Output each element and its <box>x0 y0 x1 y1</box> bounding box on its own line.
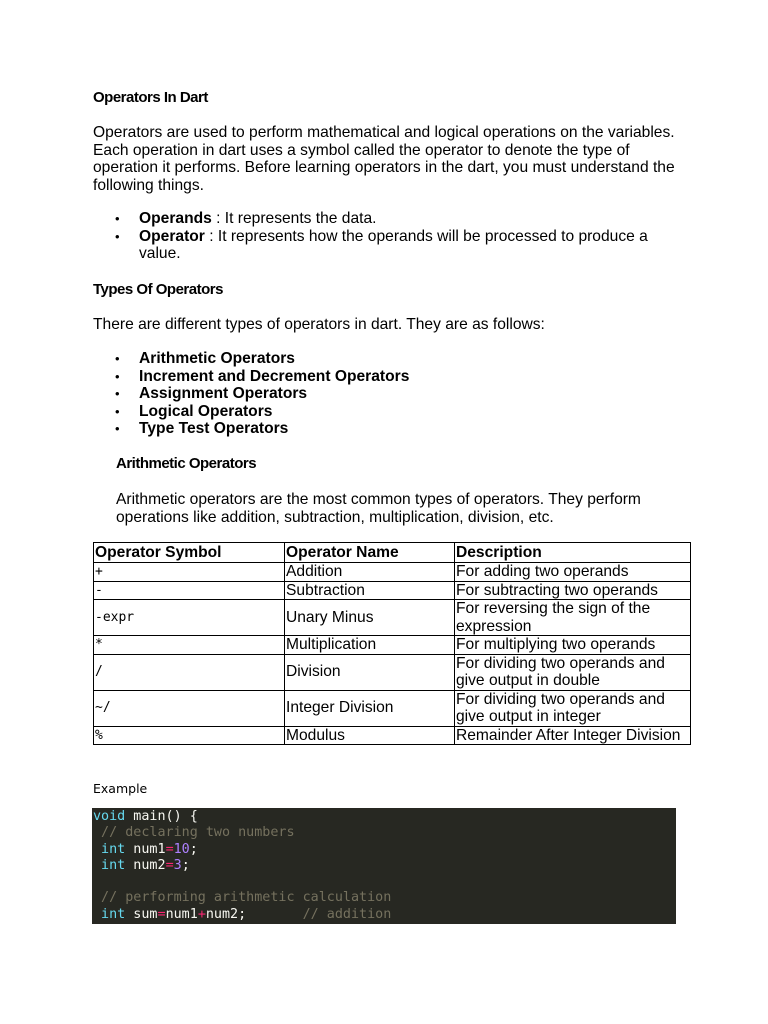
operator-description: For multiplying two operands <box>455 636 691 655</box>
code-comment: // declaring two numbers <box>93 825 295 841</box>
code-number: 10 <box>173 841 190 857</box>
definition-text: : It represents how the operands will be processed to produce a value. <box>139 227 648 262</box>
code-comment: // addition <box>302 906 392 922</box>
operator-name: Multiplication <box>285 636 455 655</box>
definition-text: : It represents the data. <box>211 210 377 227</box>
code-operator: + <box>197 906 206 922</box>
list-item <box>93 228 679 263</box>
code-text: sum <box>125 906 158 922</box>
code-line-blank <box>92 874 676 890</box>
list-item <box>93 368 679 386</box>
operator-symbol: / <box>94 654 285 690</box>
operator-description: For subtracting two operands <box>455 581 691 600</box>
operator-description: For adding two operands <box>455 563 691 582</box>
table-row <box>94 636 691 655</box>
code-text: num2 <box>125 857 166 873</box>
code-keyword: int <box>93 857 126 873</box>
code-operator: = <box>157 906 166 922</box>
column-header: Operator Symbol <box>94 543 285 563</box>
code-keyword: int <box>93 841 126 857</box>
heading-types-of-operators: Types Of Operators <box>93 281 223 298</box>
operator-description: For dividing two operands and give output in integer <box>455 690 691 726</box>
code-number: 3 <box>173 857 182 873</box>
list-item <box>93 210 679 228</box>
types-intro-paragraph: There are different types of operators in dart. They are as follows: <box>93 316 545 333</box>
operator-type-label: Assignment Operators <box>139 385 308 402</box>
code-line <box>92 809 676 825</box>
term-operands: Operands <box>139 210 212 227</box>
code-comment: // performing arithmetic calculation <box>93 890 392 906</box>
table-row <box>94 690 691 726</box>
operator-name: Integer Division <box>285 690 455 726</box>
code-line <box>92 858 676 874</box>
table-row <box>94 654 691 690</box>
operator-type-label: Increment and Decrement Operators <box>139 367 410 385</box>
operator-description: For dividing two operands and give output in double <box>455 654 691 690</box>
list-item <box>93 403 679 421</box>
operator-description: For reversing the sign of the expression <box>455 600 691 636</box>
code-text: num1 <box>125 841 166 857</box>
intro-paragraph: Operators are used to perform mathematical and logical operations on the variables. Each operation in dart uses a symbol called the operator to denote the type of operation it performs. Before learning operators in the dart, you must understand the following things. <box>93 124 675 194</box>
column-header: Operator Name <box>285 543 455 563</box>
operator-symbol: - <box>94 581 285 600</box>
operator-symbol: + <box>94 563 285 582</box>
operator-type-label: Type Test Operators <box>139 420 289 437</box>
table-row <box>94 581 691 600</box>
table-row <box>94 600 691 636</box>
operator-symbol: * <box>94 636 285 655</box>
code-spacing <box>246 907 302 922</box>
operator-name: Modulus <box>285 726 455 745</box>
table-row <box>94 563 691 582</box>
code-text: num2; <box>205 906 247 922</box>
arithmetic-intro-paragraph: Arithmetic operators are the most common types of operators. They perform operations like addition, subtraction, multiplication, division, etc. <box>116 491 641 526</box>
code-text: ; <box>181 857 190 873</box>
term-operator: Operator <box>139 227 205 245</box>
table-header-row <box>94 543 691 563</box>
operator-symbol: ~/ <box>94 690 285 726</box>
operator-name: Addition <box>285 563 455 582</box>
operator-symbol: % <box>94 726 285 745</box>
code-line <box>92 890 676 906</box>
code-line <box>92 842 676 858</box>
code-operator: = <box>165 841 174 857</box>
operator-name: Unary Minus <box>285 600 455 636</box>
operator-name: Subtraction <box>285 581 455 600</box>
code-keyword: int <box>93 906 126 922</box>
operator-description: Remainder After Integer Division <box>455 726 691 745</box>
code-operator: = <box>165 857 174 873</box>
list-item <box>93 350 679 368</box>
operator-type-label: Logical Operators <box>139 402 273 420</box>
column-header: Description <box>455 543 691 563</box>
code-line <box>92 907 676 923</box>
operands-operator-list <box>93 210 679 263</box>
example-label: Example <box>93 781 148 796</box>
code-text: ; <box>189 841 198 857</box>
code-line <box>92 825 676 841</box>
list-item <box>93 385 679 403</box>
operator-symbol: -expr <box>94 600 285 636</box>
operator-name: Division <box>285 654 455 690</box>
code-block <box>92 808 676 924</box>
arithmetic-operators-table <box>93 542 691 745</box>
list-item <box>93 420 679 438</box>
code-text: main() { <box>125 809 198 824</box>
table-row <box>94 726 691 745</box>
code-text: num1 <box>165 906 198 922</box>
heading-arithmetic-operators: Arithmetic Operators <box>116 455 257 472</box>
code-keyword: void <box>93 809 126 824</box>
operator-types-list <box>93 350 679 438</box>
operator-type-label: Arithmetic Operators <box>139 350 295 367</box>
heading-operators-in-dart: Operators In Dart <box>93 89 208 106</box>
